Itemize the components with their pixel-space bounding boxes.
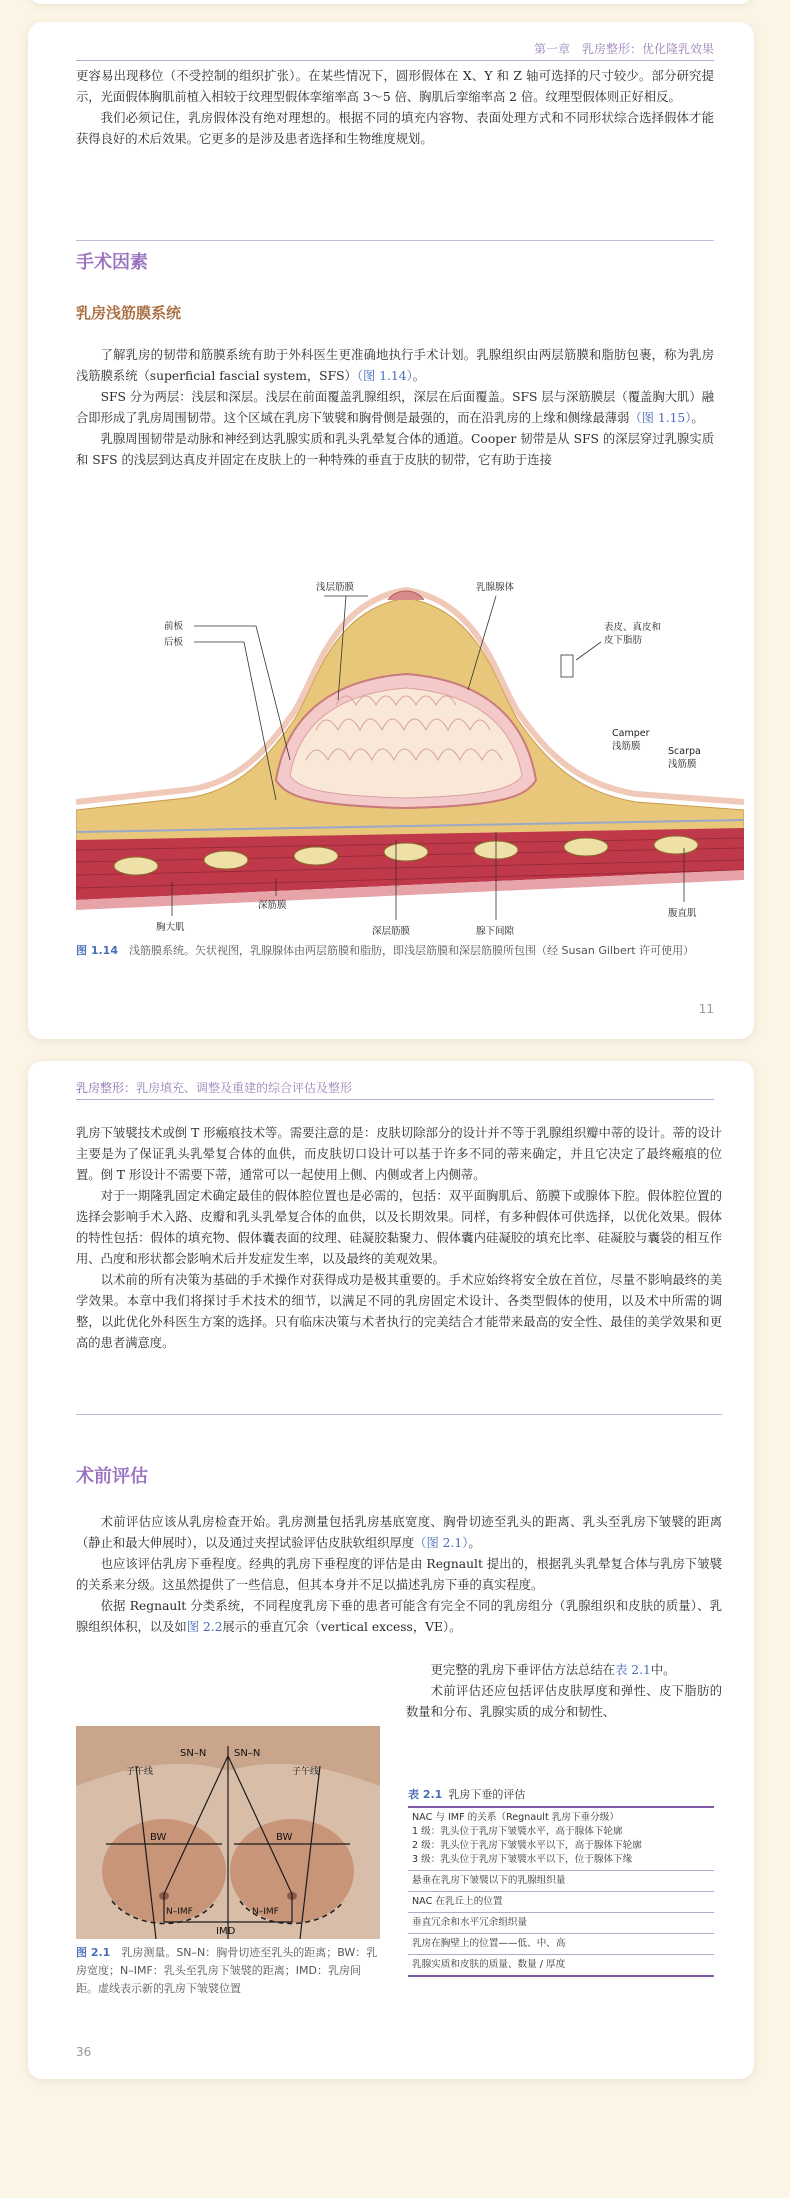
paragraph: 了解乳房的韧带和筋膜系统有助于外科医生更准确地执行手术计划。乳腺组织由两层筋膜和脂肪包裹，称为乳房浅筋膜系统（superficial fascial system，SFS）（图 1.14）。	[76, 348, 714, 383]
paragraph: SFS 分为两层：浅层和深层。浅层在前面覆盖乳腺组织，深层在后面覆盖。SFS 层与深筋膜层（覆盖胸大肌）融合即形成了乳房周围韧带。这个区域在乳房下皱襞和胸骨侧是最强的，而在沿乳房的上缘和侧缘最薄弱（图 1.15）。	[76, 390, 714, 425]
photo-label: SN–N	[180, 1748, 207, 1759]
page-11	[28, 22, 754, 1039]
table-row: 悬垂在乳房下皱襞以下的乳腺组织量	[408, 1870, 714, 1891]
figure-link[interactable]: （图 1.14）	[356, 369, 413, 383]
paragraph: 术前评估还应包括评估皮肤厚度和弹性、皮下脂肪的数量和分布、乳腺实质的成分和韧性、	[406, 1684, 722, 1719]
table-row: 乳房在胸壁上的位置——低、中、高	[408, 1933, 714, 1954]
table-row: NAC 与 IMF 的关系（Regnault 乳房下垂分级） 1 级：乳头位于乳房下皱襞水平，高于腺体下轮廓 2 级：乳头位于乳房下皱襞水平以下，高于腺体下轮廓 3 级：乳头位于乳房下皱襞水平以下，位于腺体下缘	[408, 1806, 714, 1870]
label-scarpa-fascia: 浅筋膜	[668, 759, 697, 770]
figure-2-1-photo	[76, 1726, 380, 1939]
previous-page-edge	[28, 0, 754, 4]
figure-label: 图 1.14	[76, 944, 118, 957]
photo-label: N–IMF	[252, 1907, 279, 1917]
photo-label: 子午线	[292, 1767, 320, 1777]
body-text-eval	[76, 1512, 722, 1638]
table-title: 表 2.1 乳房下垂的评估	[408, 1788, 526, 1801]
paragraph: 也应该评估乳房下垂程度。经典的乳房下垂程度的评估是由 Regnault 提出的，根据乳头乳晕复合体与乳房下皱襞的关系来分级。这虽然提供了一些信息，但其本身并不足以描述乳房下垂的真实程度。	[76, 1557, 722, 1592]
running-head: 第一章 乳房整形：优化隆乳效果	[533, 42, 714, 56]
body-text-top	[76, 66, 714, 150]
table-row: NAC 在乳丘上的位置	[408, 1891, 714, 1912]
body-text-top	[76, 1123, 722, 1354]
figure-link[interactable]: 图 2.2	[186, 1620, 223, 1634]
figure-link[interactable]: （图 2.1）	[414, 1536, 469, 1550]
paragraph: 对于一期隆乳固定术确定最佳的假体腔位置也是必需的，包括：双平面胸肌后、筋膜下或腺体下腔。假体腔位置的选择会影响手术入路、皮瓣和乳头乳晕复合体的血供，以及长期效果。同样，有多种假体可供选择，以优化效果。假体的特性包括：假体的填充物、假体囊表面的纹理、硅凝胶黏聚力、假体囊内硅凝胶的填充比率、硅凝胶与囊袋的相互作用、凸度和形状都会影响术后并发症发生率，以及最终的美观效果。	[76, 1189, 722, 1266]
section-rule	[76, 1414, 722, 1415]
paragraph: 术前评估应该从乳房检查开始。乳房测量包括乳房基底宽度、胸骨切迹至乳头的距离、乳头至乳房下皱襞的距离（静止和最大伸展时），以及通过夹捏试验评估皮肤软组织厚度（图 2.1）。	[76, 1515, 722, 1550]
label-superficial-fascia: 浅层筋膜	[316, 582, 355, 593]
section-title: 手术因素	[76, 252, 148, 273]
paragraph: 依据 Regnault 分类系统，不同程度乳房下垂的患者可能含有完全不同的乳房组分（乳腺组织和皮肤的质量）、乳腺组织体积，以及如图 2.2展示的垂直冗余（vertical excess，VE）。	[76, 1599, 722, 1634]
label-camper: Camper	[612, 728, 650, 739]
table-row: 乳腺实质和皮肤的质量、数量 / 厚度	[408, 1954, 714, 1977]
photo-label: BW	[276, 1832, 293, 1843]
label-epidermis: 表皮、真皮和	[604, 622, 662, 633]
label-gland: 乳腺腺体	[476, 582, 515, 593]
label-deep-layer: 深层筋膜	[372, 926, 411, 937]
table-2-1	[408, 1786, 714, 1977]
paragraph: 更容易出现移位（不受控制的组织扩张）。在某些情况下，圆形假体在 X、Y 和 Z 轴可选择的尺寸较少。部分研究提示，光面假体胸肌前植入相较于纹理型假体挛缩率高 3～5 倍、胸肌后挛缩率高 2 倍。纹理型假体则正好相反。	[76, 69, 714, 104]
figure-label: 图 2.1	[76, 1946, 111, 1959]
figure-link[interactable]: （图 1.15）	[629, 411, 692, 425]
label-rectus: 腹直肌	[668, 908, 697, 919]
paragraph: 乳房下皱襞技术或倒 T 形瘢痕技术等。需要注意的是：皮肤切除部分的设计并不等于乳腺组织瓣中蒂的设计。蒂的设计主要是为了保证乳头乳晕复合体的血供，而皮肤切口设计可以基于许多不同的蒂来确定，并且它决定了最终瘢痕的位置。倒 T 形设计不需要下蒂，通常可以一起使用上侧、内侧或者上内侧蒂。	[76, 1126, 722, 1182]
section-rule	[76, 240, 714, 241]
photo-label: 子午线	[126, 1767, 154, 1777]
paragraph: 以术前的所有决策为基础的手术操作对获得成功是极其重要的。手术应始终将安全放在首位，尽量不影响最终的美学效果。本章中我们将探讨手术技术的细节，以满足不同的乳房固定术设计、各类型假体的使用，以及术中所需的调整，以此优化外科医生方案的选择。只有临床决策与术者执行的完美结合才能带来最高的安全性、最佳的美学效果和更高的患者满意度。	[76, 1273, 722, 1350]
label-gland-space: 腺下间隙	[476, 926, 515, 937]
photo-label: SN–N	[234, 1748, 261, 1759]
label-posterior-lamina: 后板	[164, 637, 184, 648]
figure-1-14	[76, 570, 744, 938]
paragraph: 乳腺周围韧带是动脉和神经到达乳腺实质和乳头乳晕复合体的通道。Cooper 韧带是从 SFS 的深层穿过乳腺实质和 SFS 的浅层到达真皮并固定在皮肤上的一种特殊的垂直于皮肤的韧带，它有助于连接	[76, 432, 714, 467]
label-camper-fascia: 浅筋膜	[612, 741, 641, 752]
photo-label: N–IMF	[166, 1907, 193, 1917]
paragraph: 我们必须记住，乳房假体没有绝对理想的。根据不同的填充内容物、表面处理方式和不同形状综合选择假体才能获得良好的术后效果。它更多的是涉及患者选择和生物维度规划。	[76, 111, 714, 146]
running-head: 乳房整形：乳房填充、调整及重建的综合评估及整形	[76, 1081, 353, 1095]
photo-label: IMD	[216, 1926, 236, 1937]
label-deep-fascia: 深筋膜	[258, 900, 287, 911]
label-scarpa: Scarpa	[668, 746, 701, 757]
paragraph: 更完整的乳房下垂评估方法总结在表 2.1中。	[430, 1663, 676, 1677]
photo-illustration	[76, 1726, 380, 1939]
page-number: 36	[76, 2045, 92, 2059]
body-text-right	[406, 1660, 722, 1723]
page-number: 11	[698, 1002, 714, 1016]
photo-label: BW	[150, 1832, 167, 1843]
subsection-title: 乳房浅筋膜系统	[76, 304, 182, 322]
body-text-sfs	[76, 345, 714, 471]
section-title: 术前评估	[76, 1466, 148, 1487]
header-rule	[76, 1099, 714, 1100]
table-link[interactable]: 表 2.1	[615, 1663, 651, 1677]
label-pec-major: 胸大肌	[156, 922, 185, 933]
label-anterior-lamina: 前板	[164, 621, 184, 632]
table-row: 垂直冗余和水平冗余组织量	[408, 1912, 714, 1933]
figure-caption: 图 1.14 浅筋膜系统。矢状视图，乳腺腺体由两层筋膜和脂肪，即浅层筋膜和深层筋膜所包围（经 Susan Gilbert 许可使用）	[76, 944, 695, 957]
label-subcut-fat: 皮下脂肪	[604, 635, 643, 646]
header-rule	[76, 60, 714, 61]
figure-caption: 图 2.1 乳房测量。SN–N：胸骨切迹至乳头的距离；BW：乳房宽度；N–IMF：乳头至乳房下皱襞的距离；IMD：乳房间距。虚线表示新的乳房下皱襞位置	[76, 1946, 378, 1995]
